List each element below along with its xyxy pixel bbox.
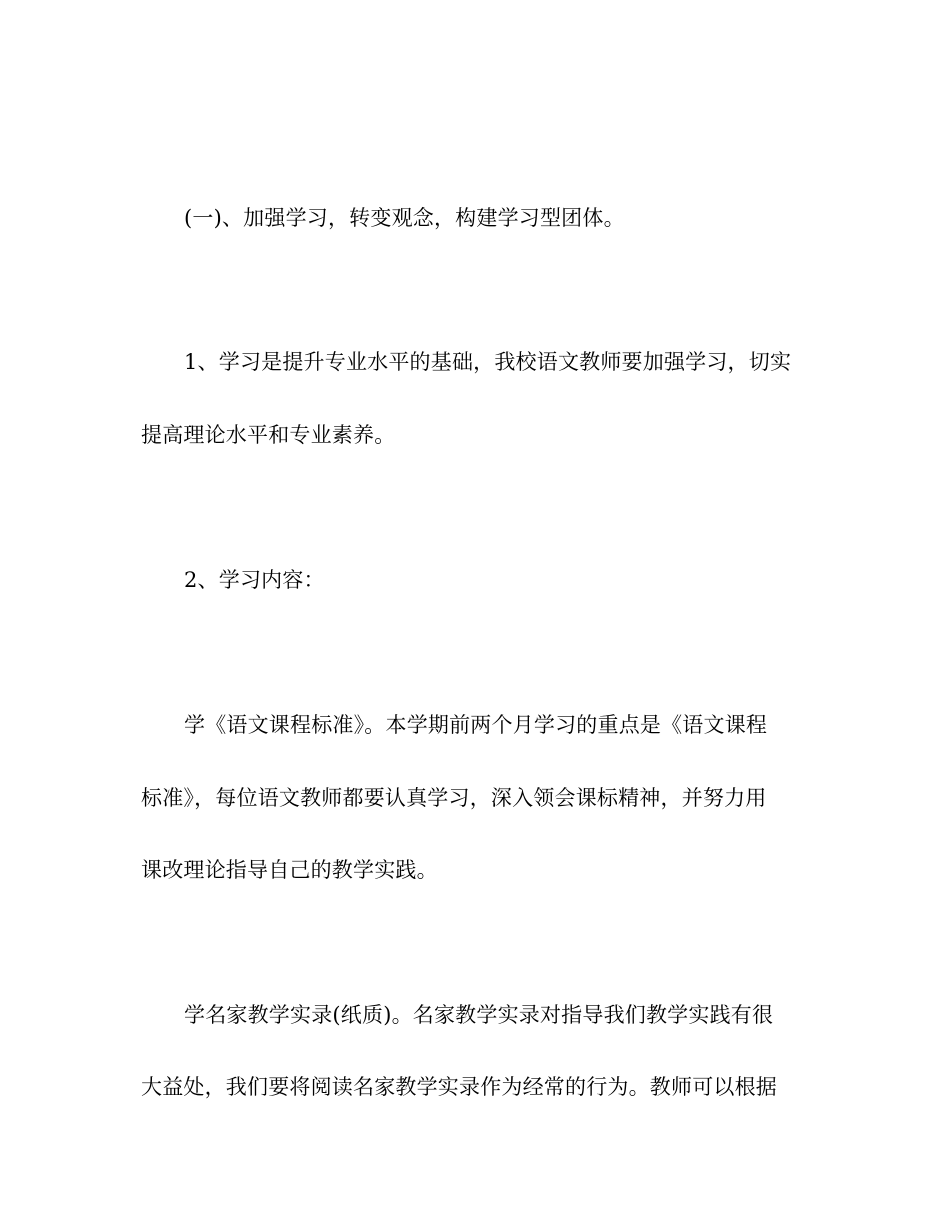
paragraph-line: 提高理论水平和专业素养。 [141,423,396,447]
paragraph-line: 1、学习是提升专业水平的基础，我校语文教师要加强学习，切实 [184,350,792,374]
paragraph-line: 标准》，每位语文教师都要认真学习，深入领会课标精神，并努力用 [141,786,767,810]
paragraph-line: 2、学习内容： [184,568,325,592]
section-heading: (一)、加强学习，转变观念，构建学习型团体。 [184,206,625,230]
paragraph-line: 课改理论指导自己的教学实践。 [141,858,438,882]
paragraph-line: 学《语文课程标准》。本学期前两个月学习的重点是《语文课程 [184,713,768,737]
paragraph-line: 大益处，我们要将阅读名家教学实录作为经常的行为。教师可以根据 [141,1075,777,1099]
paragraph-line: 学名家教学实录(纸质)。名家教学实录对指导我们教学实践有很 [184,1003,774,1027]
